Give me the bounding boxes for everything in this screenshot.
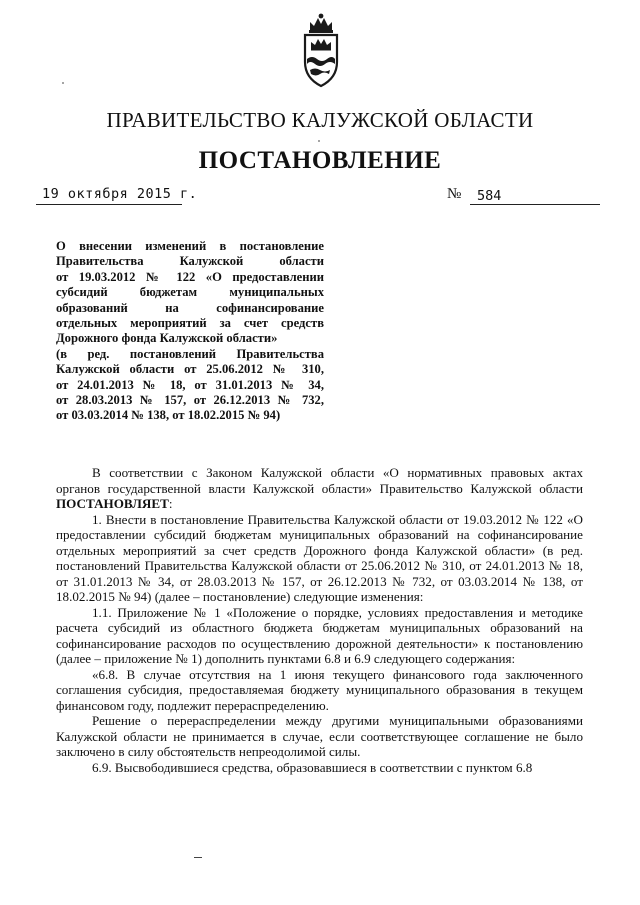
subject-line: от 03.03.2014 № 138, от 18.02.2015 № 94) [56, 408, 281, 423]
body-paragraph: «6.8. В случае отсутствия на 1 июня текущего финансового года заключенного соглашения субсидия, предоставляемая бюджету муниципального образования в текущем финансовом году, подлежит перераспределению. [56, 666, 583, 713]
subject-line: О внесении изменений в постановление [56, 239, 324, 253]
subject-line: образований на софинансирование [56, 300, 324, 315]
scan-speck [62, 82, 64, 84]
document-type-title: ПОСТАНОВЛЕНИЕ [198, 147, 442, 174]
body-paragraph: 1.1. Приложение № 1 «Положение о порядке, условиях предоставления и методике расчета субсидий из областного бюджета бюджетам муниципальных образований на софинансирование расходов по осуществлению дорожной деятельности» к постановлению (далее – приложение № 1) дополнить пунктами 6.8 и 6.9 следующего содержания: [56, 604, 583, 666]
number-label: № [447, 186, 462, 202]
subject-line: от 24.01.2013 № 18, от 31.01.2013 № 34, [56, 377, 324, 392]
subject-line: Калужской области от 25.06.2012 № 310, [56, 362, 324, 377]
body-paragraph: Решение о перераспределении между другими муниципальными образованиями Калужской области не принимается в случае, если соответствующее соглашение не было заключено в силу обстоятельств непреодолимой силы. [56, 713, 583, 759]
subject-line: отдельных мероприятий за счет средств [56, 316, 324, 331]
kaluga-coat-of-arms-icon [296, 12, 346, 90]
document-subject [56, 239, 324, 424]
preamble-paragraph [56, 465, 583, 512]
document-date: 19 октября 2015 г. [42, 186, 198, 202]
subject-line: от 19.03.2012 № 122 «О предоставлении [56, 269, 324, 284]
scan-mark [194, 857, 202, 858]
document-body [56, 465, 583, 775]
subject-line: субсидий бюджетам муниципальных [56, 285, 324, 300]
subject-line: (в ред. постановлений Правительства [56, 346, 324, 361]
scan-speck [318, 140, 320, 142]
subject-line: от 28.03.2013 № 157, от 26.12.2013 № 732, [56, 393, 324, 408]
number-underline [470, 204, 600, 205]
resolves-keyword: ПОСТАНОВЛЯЕТ [56, 496, 169, 511]
date-underline [36, 204, 182, 205]
preamble-text: В соответствии с Законом Калужской области «О нормативных правовых актах органов государственной власти Калужской области» Правительство Калужской области [56, 465, 583, 496]
subject-line: Правительства Калужской области [56, 254, 324, 269]
body-paragraph: 1. Внести в постановление Правительства Калужской области от 19.03.2012 № 122 «О предоставлении субсидий бюджетам муниципальных образований на софинансирование отдельных мероприятий за счет средств Дорожного фонда Калужской области» (в ред. постановлений Правительства Калужской области от 25.06.2012 № 310, от 24.01.2013 № 18, от 31.01.2013 № 34, от 28.03.2013 № 157, от 26.12.2013 № 732, от 03.03.2014 № 138, от 18.02.2015 № 94) (далее – постановление) следующие изменения: [56, 511, 583, 604]
subject-line: Дорожного фонда Калужской области» [56, 331, 278, 346]
body-paragraph: 6.9. Высвободившиеся средства, образовавшиеся в соответствии с пунктом 6.8 [92, 759, 533, 775]
organization-title: ПРАВИТЕЛЬСТВО КАЛУЖСКОЙ ОБЛАСТИ [106, 108, 534, 132]
document-number: 584 [477, 188, 502, 204]
preamble-end: : [168, 496, 173, 511]
